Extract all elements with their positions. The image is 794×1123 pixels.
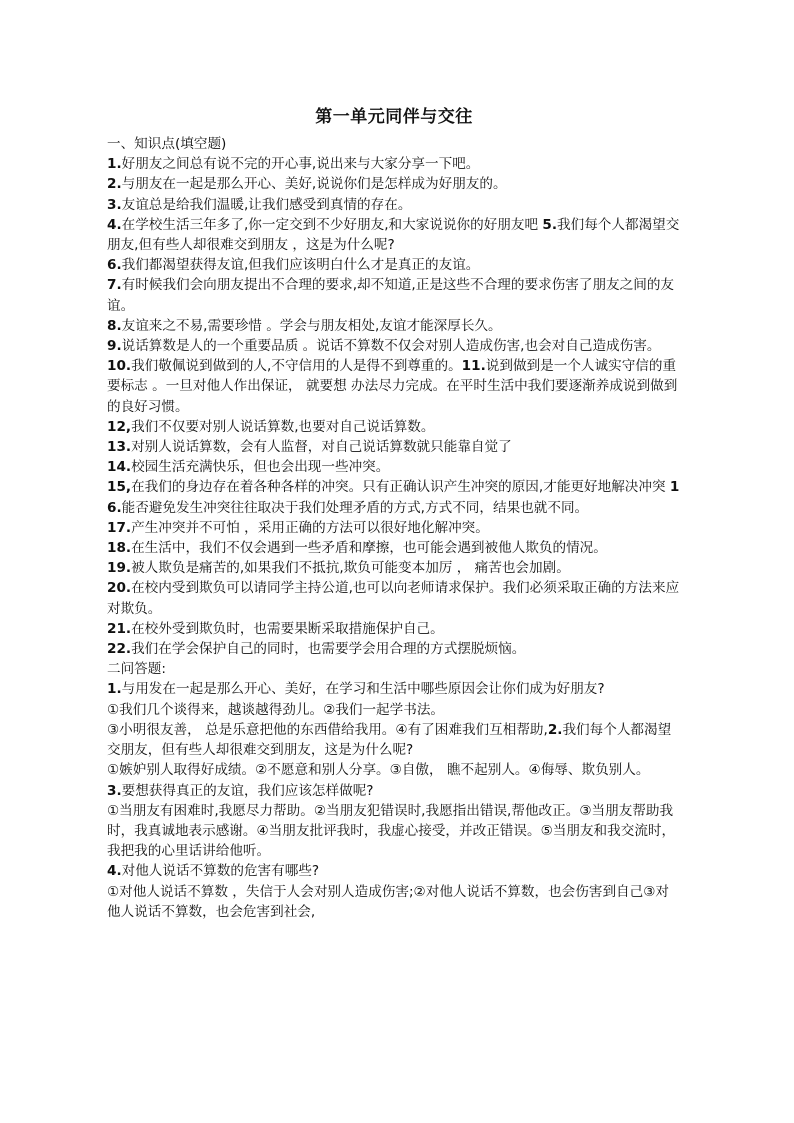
- item-text: ③小明很友善， 总是乐意把他的东西借给我用。④有了困难我们互相帮助,: [107, 721, 548, 738]
- item-number: 16.: [107, 479, 680, 516]
- qa-item: [107, 679, 681, 699]
- item-number: 5.: [542, 216, 558, 233]
- item-number: 10.: [107, 358, 132, 375]
- qa-item: [107, 882, 681, 922]
- qa-item: [107, 760, 681, 780]
- qa-item: [107, 781, 681, 801]
- knowledge-item: [107, 619, 681, 639]
- section-heading-qa: 二问答题:: [107, 661, 166, 678]
- item-text: 要想获得真正的友谊，我们应该怎样做呢?: [121, 782, 374, 799]
- item-number: 4.: [107, 863, 122, 880]
- knowledge-item: [107, 154, 681, 174]
- knowledge-item: [107, 174, 681, 194]
- item-number: 1.: [107, 156, 122, 173]
- item-number: 22.: [107, 641, 132, 658]
- item-text: 在我们的身边存在着各种各样的冲突。只有正确认识产生冲突的原因,才能更好地解决冲突: [131, 479, 670, 496]
- item-text: 产生冲突并不可怕 ，采用正确的方法可以很好地化解冲突。: [131, 519, 489, 536]
- knowledge-item: [107, 356, 681, 417]
- knowledge-item: [107, 639, 681, 659]
- item-number: 20.: [107, 580, 132, 597]
- item-number: 7.: [107, 277, 122, 294]
- document-page: [107, 104, 681, 922]
- knowledge-item: [107, 316, 681, 336]
- item-number: 17.: [107, 519, 132, 536]
- item-text: 与用发在一起是那么开心、美好，在学习和生活中哪些原因会让你们成为好朋友?: [121, 681, 605, 698]
- item-number: 14.: [107, 459, 132, 476]
- item-number: 3.: [107, 782, 122, 799]
- knowledge-item: [107, 538, 681, 558]
- item-number: 2.: [547, 721, 563, 738]
- page-title: 第一单元同伴与交往: [315, 107, 473, 127]
- qa-item: [107, 801, 681, 862]
- knowledge-list: [107, 154, 681, 659]
- knowledge-item: [107, 255, 681, 275]
- item-text: 说到做到是一个人诚实守信的重要标志 。一旦对他人作出保证， 就要想 办法尽力完成。在平时生活中我们要逐渐养成说到做到的良好习惯。: [107, 358, 678, 415]
- knowledge-item: [107, 215, 681, 255]
- item-text: ①我们几个谈得来，越谈越得劲儿。②我们一起学书法。: [107, 701, 445, 718]
- item-text: ①嫉妒别人取得好成绩。②不愿意和别人分享。③自傲， 瞧不起别人。④侮辱、欺负别人。: [107, 762, 650, 779]
- item-text: 友谊总是给我们温暖,让我们感受到真情的存在。: [121, 196, 412, 213]
- item-number: 11.: [461, 358, 486, 375]
- knowledge-item: [107, 558, 681, 578]
- item-text: 能否避免发生冲突往往取决于我们处理矛盾的方式,方式不同，结果也就不同。: [121, 499, 589, 516]
- qa-item: [107, 861, 681, 881]
- item-number: 1.: [107, 681, 122, 698]
- item-number: 13.: [107, 439, 132, 456]
- item-number: 6.: [107, 257, 122, 274]
- item-text: 我们都渴望获得友谊,但我们应该明白什么才是真正的友谊。: [121, 257, 480, 274]
- knowledge-item: [107, 195, 681, 215]
- item-text: 在校内受到欺负可以请同学主持公道,也可以向老师请求保护。我们必须采取正确的方法来应对欺负。: [107, 580, 680, 617]
- item-text: 我们每个人都渴望交朋友，但有些人却很难交到朋友，这是为什么呢?: [107, 721, 672, 759]
- qa-item: [107, 700, 681, 720]
- item-text: 我们不仅要对别人说话算数,也要对自己说话算数。: [131, 418, 435, 435]
- knowledge-item: [107, 417, 681, 437]
- item-text: 有时候我们会向朋友提出不合理的要求,却不知道,正是这些不合理的要求伤害了朋友之间的友谊。: [107, 277, 675, 314]
- item-number: 19.: [107, 560, 132, 577]
- knowledge-item: [107, 477, 681, 517]
- item-text: 我们在学会保护自己的同时，也需要学会用合理的方式摆脱烦恼。: [131, 641, 526, 658]
- item-text: 好朋友之间总有说不完的开心事,说出来与大家分享一下吧。: [121, 156, 480, 173]
- knowledge-item: [107, 518, 681, 538]
- knowledge-item: [107, 275, 681, 315]
- item-number: 21.: [107, 620, 132, 637]
- item-text: 在生活中，我们不仅会遇到一些矛盾和摩擦，也可能会遇到被他人欺负的情况。: [131, 540, 607, 557]
- item-number: 12,: [107, 418, 132, 435]
- item-text: 我们敬佩说到做到的人,不守信用的人是得不到尊重的。: [131, 358, 462, 375]
- item-text: 我们每个人都渴望交朋友,但有些人却很难交到朋友 ，这是为什么呢?: [107, 216, 680, 254]
- item-text: 对他人说话不算数的危害有哪些?: [121, 863, 320, 880]
- item-number: 4.: [107, 216, 122, 233]
- item-number: 18.: [107, 540, 132, 557]
- item-text: 在校外受到欺负时，也需要果断采取措施保护自己。: [131, 620, 444, 637]
- knowledge-item: [107, 578, 681, 618]
- item-text: 校园生活充满快乐，但也会出现一些冲突。: [131, 459, 390, 476]
- item-number: 15,: [107, 479, 132, 496]
- item-text: 在学校生活三年多了,你一定交到不少好朋友,和大家说说你的好朋友吧: [121, 216, 543, 233]
- section-heading-knowledge: 一、知识点(填空题): [107, 136, 227, 152]
- item-text: 被人欺负是痛苦的,如果我们不抵抗,欺负可能变本加厉 ， 痛苦也会加剧。: [131, 560, 570, 577]
- item-text: 对别人说话算数，会有人监督，对自己说话算数就只能靠自觉了: [131, 439, 512, 456]
- item-text: 与朋友在一起是那么开心、美好,说说你们是怎样成为好朋友的。: [121, 176, 507, 193]
- item-number: 8.: [107, 317, 122, 334]
- item-number: 9.: [107, 338, 122, 355]
- item-text: ①对他人说话不算数 ，失信于人会对别人造成伤害;②对他人说话不算数，也会伤害到自己③对他人说话不算数，也会危害到社会,: [107, 883, 670, 920]
- qa-item: [107, 720, 681, 760]
- item-text: ①当朋友有困难时,我愿尽力帮助。②当朋友犯错误时,我愿指出错误,帮他改正。③当朋友帮助我时，我真诚地表示感谢。④当朋友批评我时，我虚心接受，并改正错误。⑤当朋友和我交流时，我把我的心里话讲给他听。: [107, 802, 676, 860]
- knowledge-item: [107, 437, 681, 457]
- knowledge-item: [107, 457, 681, 477]
- item-text: 说话算数是人的一个重要品质 。说话不算数不仅会对别人造成伤害,也会对自己造成伤害。: [121, 338, 661, 355]
- item-number: 3.: [107, 196, 122, 213]
- item-number: 2.: [107, 176, 122, 193]
- item-text: 友谊来之不易,需要珍惜 。学会与朋友相处,友谊才能深厚长久。: [121, 317, 502, 334]
- qa-list: [107, 679, 681, 921]
- knowledge-item: [107, 336, 681, 356]
